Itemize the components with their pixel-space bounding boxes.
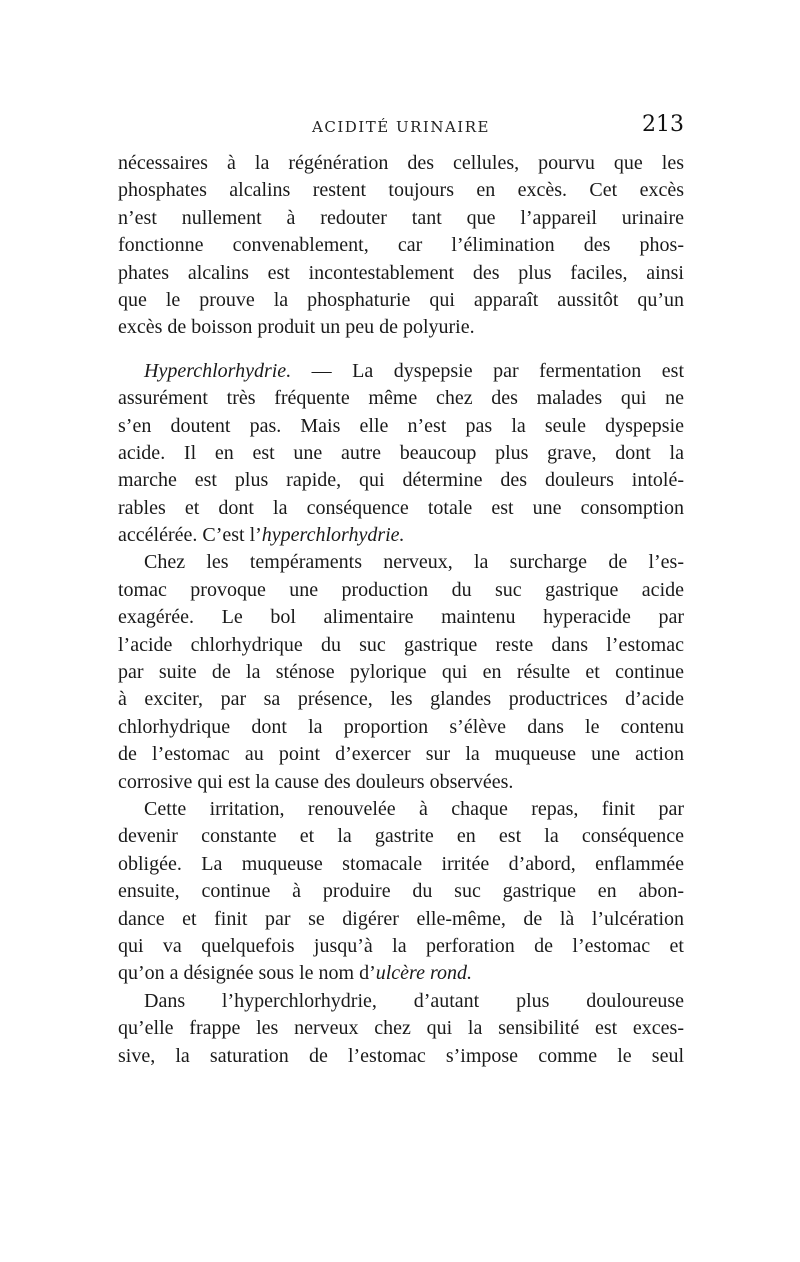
text-line bbox=[118, 385, 684, 412]
text-line bbox=[118, 741, 684, 768]
line-text: corrosive qui est la cause des douleurs observées. bbox=[118, 770, 514, 793]
line-text: qui va quelquefois jusqu’à la perforation de l’estomac et bbox=[118, 934, 684, 957]
text-line bbox=[118, 177, 684, 204]
text-line bbox=[118, 960, 684, 987]
text-line bbox=[118, 205, 684, 232]
text-line bbox=[118, 1043, 684, 1070]
text-line bbox=[118, 440, 684, 467]
text-line bbox=[118, 659, 684, 686]
text-line bbox=[118, 467, 684, 494]
line-text: sive, la saturation de l’estomac s’impose comme le seul bbox=[118, 1044, 684, 1067]
italic-term: Hyperchlorhydrie. bbox=[144, 359, 292, 382]
line-text: de l’estomac au point d’exercer sur la muqueuse une action bbox=[118, 743, 684, 766]
text-line bbox=[118, 287, 684, 314]
body-text bbox=[118, 150, 684, 1070]
text-line bbox=[118, 604, 684, 631]
line-text: Chez les tempéraments nerveux, la surcharge de l’es- bbox=[144, 551, 684, 574]
text-line bbox=[118, 988, 684, 1015]
running-head bbox=[118, 112, 684, 142]
text-line bbox=[118, 232, 684, 259]
text-line bbox=[118, 878, 684, 905]
header-title: ACIDITÉ URINAIRE bbox=[312, 118, 490, 136]
line-text: accélérée. C’est l’ bbox=[118, 524, 262, 547]
text-line bbox=[118, 1015, 684, 1042]
line-text: rables et dont la conséquence totale est une consomption bbox=[118, 496, 684, 519]
line-text: nécessaires à la régénération des cellules, pourvu que les bbox=[118, 152, 684, 174]
text-line bbox=[118, 358, 684, 385]
line-text: chlorhydrique dont la proportion s’élève dans le contenu bbox=[118, 715, 684, 738]
line-text: exagérée. Le bol alimentaire maintenu hyperacide par bbox=[118, 606, 684, 629]
text-line bbox=[118, 314, 684, 341]
text-line bbox=[118, 933, 684, 960]
text-line bbox=[118, 714, 684, 741]
text-line bbox=[118, 823, 684, 850]
line-text: qu’on a désignée sous le nom d’ bbox=[118, 962, 376, 985]
line-text: — La dyspepsie par fermentation est bbox=[291, 359, 684, 382]
line-text: phosphates alcalins restent toujours en excès. Cet excès bbox=[118, 179, 684, 202]
text-line bbox=[118, 851, 684, 878]
line-text: phates alcalins est incontestablement des plus faciles, ainsi bbox=[118, 261, 684, 284]
text-line bbox=[118, 549, 684, 576]
text-line bbox=[118, 260, 684, 287]
line-text: qu’elle frappe les nerveux chez qui la sensibilité est exces- bbox=[118, 1017, 684, 1040]
text-line bbox=[118, 769, 684, 796]
text-line bbox=[118, 413, 684, 440]
line-text: s’en doutent pas. Mais elle n’est pas la seule dyspepsie bbox=[118, 414, 684, 437]
line-text: à exciter, par sa présence, les glandes productrices d’acide bbox=[118, 688, 684, 711]
line-text: que le prouve la phosphaturie qui apparaît aussitôt qu’un bbox=[118, 288, 684, 311]
text-line bbox=[118, 577, 684, 604]
page-number: 213 bbox=[642, 112, 684, 137]
line-text: assurément très fréquente même chez des malades qui ne bbox=[118, 387, 684, 410]
paragraph-gap bbox=[118, 342, 684, 358]
text-line bbox=[118, 495, 684, 522]
line-text: l’acide chlorhydrique du suc gastrique reste dans l’estomac bbox=[118, 633, 684, 656]
line-text: tomac provoque une production du suc gastrique acide bbox=[118, 578, 684, 601]
line-text: excès de boisson produit un peu de polyurie. bbox=[118, 316, 475, 339]
line-text: Cette irritation, renouvelée à chaque repas, finit par bbox=[144, 797, 684, 820]
line-text: marche est plus rapide, qui détermine des douleurs intolé- bbox=[118, 469, 684, 492]
line-text: obligée. La muqueuse stomacale irritée d’abord, enflammée bbox=[118, 852, 684, 875]
line-text: n’est nullement à redouter tant que l’appareil urinaire bbox=[118, 206, 684, 229]
text-line bbox=[118, 906, 684, 933]
line-text: dance et finit par se digérer elle-même, de là l’ulcération bbox=[118, 907, 684, 930]
italic-term: ulcère rond. bbox=[375, 962, 473, 985]
line-text: par suite de la sténose pylorique qui en résulte et continue bbox=[118, 661, 684, 684]
text-line bbox=[118, 522, 684, 549]
line-text: Dans l’hyperchlorhydrie, d’autant plus douloureuse bbox=[144, 989, 684, 1012]
line-text: acide. Il en est une autre beaucoup plus grave, dont la bbox=[118, 441, 684, 464]
line-text: devenir constante et la gastrite en est la conséquence bbox=[118, 825, 684, 848]
text-line bbox=[118, 632, 684, 659]
line-text: fonctionne convenablement, car l’élimination des phos- bbox=[118, 234, 684, 257]
text-line bbox=[118, 796, 684, 823]
italic-term: hyperchlorhydrie. bbox=[261, 524, 405, 547]
text-line bbox=[118, 150, 684, 177]
text-line bbox=[118, 686, 684, 713]
line-text: ensuite, continue à produire du suc gastrique en abon- bbox=[118, 880, 684, 903]
